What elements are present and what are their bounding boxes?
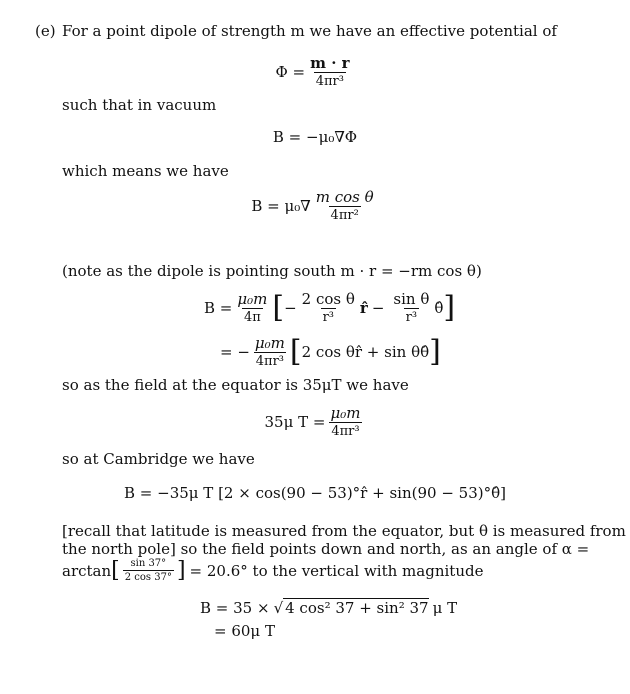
- text-vacuum: such that in vacuum: [62, 96, 217, 114]
- grad-equation: B = −μ₀∇Φ: [272, 128, 358, 146]
- b1-numerator: m cos θ: [315, 188, 374, 206]
- arctan-den: 2 cos 37°: [124, 572, 172, 583]
- b2-term1-num: 2 cos θ: [301, 290, 355, 308]
- bracket-open-3: [: [111, 558, 120, 583]
- equation-B2-line2: [220, 334, 441, 369]
- bracket-close: ]: [443, 289, 456, 325]
- recall-line-3: [62, 556, 483, 586]
- b2-term1-den: r³: [322, 310, 334, 325]
- equation-phi: [0, 54, 630, 89]
- bracket-open: [: [272, 289, 285, 325]
- text-cambridge: so at Cambridge we have: [62, 450, 255, 468]
- eq35-denominator: 4πr³: [331, 424, 360, 439]
- b1-denominator: 4πr²: [330, 208, 359, 223]
- intro-text: For a point dipole of strength m we have an effective potential of: [62, 22, 557, 40]
- sqrt-symbol: √: [273, 598, 284, 617]
- minus-sign: −: [284, 298, 297, 317]
- equation-B1: [0, 188, 630, 223]
- equation-magnitude-1: [200, 598, 457, 617]
- bracket-close-2: ]: [429, 333, 441, 369]
- phi-denominator: 4πr³: [315, 74, 344, 89]
- b2-term2-num: sin θ: [393, 290, 430, 308]
- b2-term2-vec: θ̂: [434, 298, 444, 317]
- equation-grad: [0, 128, 630, 146]
- mag-post: μ T: [432, 598, 458, 617]
- b2-line2-coef-den: 4πr³: [255, 354, 285, 369]
- b2-line2-coef-num: μ₀m: [254, 334, 285, 352]
- mag-root: 4 cos² 37 + sin² 37: [285, 599, 429, 617]
- recall-line-2: the north pole] so the field points down and north, as an angle of α =: [62, 540, 590, 558]
- equation-cambridge: [0, 484, 630, 502]
- b2-term1-vec: r̂: [359, 298, 368, 317]
- recall-line-1: [recall that latitude is measured from the equator, but θ is measured from: [62, 522, 626, 540]
- mag-pre: B = 35 ×: [200, 598, 270, 617]
- bracket-close-3: ]: [176, 558, 186, 583]
- arctan-result: = 20.6° to the vertical with magnitude: [189, 562, 484, 580]
- arctan-label: arctan: [62, 562, 112, 580]
- b2-line2-body: 2 cos θr̂ + sin θθ̂: [301, 342, 430, 361]
- equation-35: [0, 404, 630, 439]
- phi-lhs: Φ =: [275, 62, 306, 81]
- note-text: (note as the dipole is pointing south m · r = −rm cos θ): [62, 262, 482, 280]
- b2-coef-num: μ₀m: [237, 290, 268, 308]
- b2-coef-den: 4π: [243, 310, 261, 325]
- bracket-open-2: [: [289, 333, 302, 369]
- equals-minus: = −: [220, 342, 250, 361]
- eq35-numerator: μ₀m: [330, 404, 361, 422]
- eq35-lhs: 35μ T =: [264, 412, 326, 431]
- b1-lhs: B = μ₀∇: [251, 196, 311, 215]
- cambridge-equation: B = −35μ T [2 × cos(90 − 53)°r̂ + sin(90 − 53)°θ̂]: [124, 484, 506, 502]
- part-label: (e): [35, 22, 56, 40]
- minus-sign-2: −: [371, 298, 385, 317]
- text-equator: so as the field at the equator is 35μT we have: [62, 376, 409, 394]
- b2-term2-den: r³: [405, 310, 418, 325]
- arctan-num: sin 37°: [130, 558, 167, 569]
- text-means: which means we have: [62, 162, 229, 180]
- b2-lhs: B =: [204, 298, 233, 317]
- equation-B2-line1: [204, 290, 455, 325]
- phi-numerator: m · r: [310, 54, 350, 72]
- equation-magnitude-2: = 60μ T: [214, 622, 275, 640]
